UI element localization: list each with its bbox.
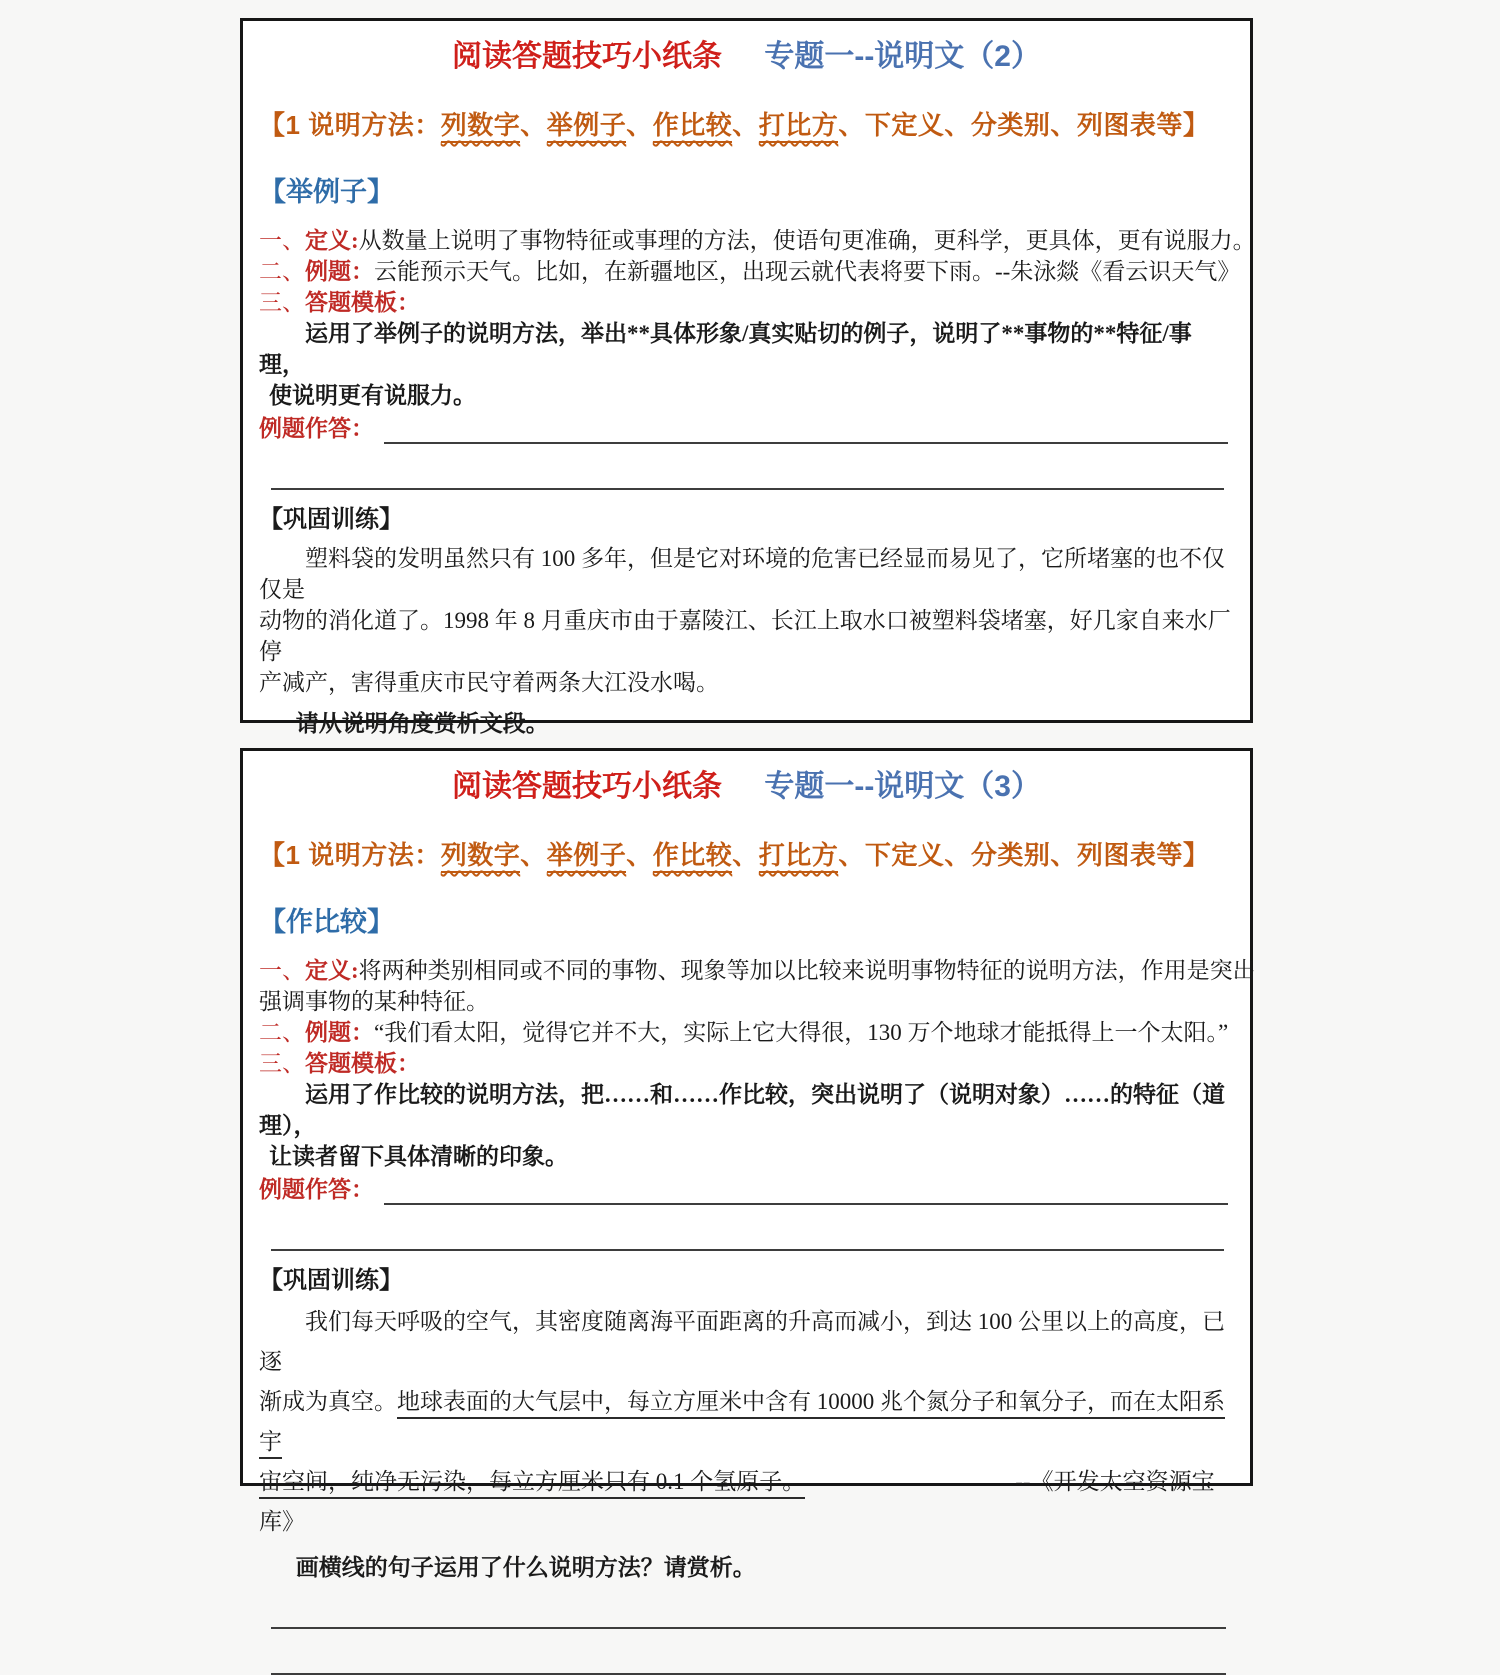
answer-entry-row [259,413,1234,444]
item-number: 一、 [259,228,305,253]
passage-line: 动物的消化道了。1998 年 8 月重庆市由于嘉陵江、长江上取水口被塑料袋堵塞，好几家自来水厂停 [259,608,1231,664]
section-heading-zuobijiao: 【作比较】 [259,907,394,937]
method-zuobijiao: 作比较 [653,840,733,873]
card-body [259,955,1256,1583]
answer-label: 例题作答： [259,1177,374,1202]
card-title-main: 阅读答题技巧小纸条 [451,770,722,803]
definition-row [259,225,1256,256]
answer-template [259,1079,1234,1172]
template-label: 答题模板： [305,290,420,315]
separator: 、 [520,840,547,870]
passage-line [259,1462,1234,1542]
item-number: 一、 [259,958,305,983]
answer-blank-line [271,1583,1226,1629]
card-title-topic: 专题一--说明文（2） [764,40,1041,73]
example-row [259,1017,1234,1048]
definition-label: 定义: [305,228,359,253]
bracket-close: 】 [1182,110,1210,140]
separator: 、 [732,840,759,870]
card-title [259,39,1234,75]
worksheet-card-shuomingwen-3 [240,748,1256,1580]
methods-intro: 1 说明方法： [285,840,441,870]
methods-rest: 下定义、分类别、列图表等 [864,840,1183,870]
separator: 、 [626,110,653,140]
template-label-row [259,287,1234,318]
definition-row [259,955,1256,986]
training-heading: 【巩固训练】 [259,1267,403,1294]
separator: 、 [732,110,759,140]
template-line: 让读者留下具体清晰的印象。 [269,1144,568,1169]
method-lieshuzi: 列数字 [441,110,521,143]
definition-text: 强调事物的某种特征。 [259,989,489,1014]
separator: 、 [626,840,653,870]
methods-rest: 下定义、分类别、列图表等 [864,110,1183,140]
example-label: 例题： [305,1020,374,1045]
training-passage [259,1302,1234,1542]
item-number: 二、 [259,259,305,284]
passage-source: --《开发太空资源宝库》 [259,1469,1215,1534]
item-number: 三、 [259,1051,305,1076]
method-julizi: 举例子 [547,110,627,143]
worksheet-card-shuomingwen-2 [240,18,1256,736]
item-number: 三、 [259,290,305,315]
definition-text: 从数量上说明了事物特征或事理的方法，使语句更准确，更科学，更具体，更有说服力。 [358,228,1256,253]
example-text: 云能预示天气。比如，在新疆地区，出现云就代表将要下雨。--朱泳燚《看云识天气》 [374,259,1241,284]
template-line: 使说明更有说服力。 [269,383,476,408]
training-heading: 【巩固训练】 [259,506,403,533]
example-text: “我们看太阳，觉得它并不大，实际上它大得很，130 万个地球才能抵得上一个太阳。” [374,1020,1229,1045]
passage-line: 产减产，害得重庆市民守着两条大江没水喝。 [259,670,719,695]
passage-text: 渐成为真空。 [259,1389,397,1414]
methods-intro: 1 说明方法： [285,110,441,140]
card-title-main: 阅读答题技巧小纸条 [451,40,722,73]
bracket-open: 【 [259,840,286,870]
section-heading-julizi: 【举例子】 [259,177,394,207]
answer-blank-line [384,1180,1228,1205]
methods-line [259,835,1234,872]
underlined-sentence: 宙空间，纯净无污染，每立方厘米只有 0.1 个氢原子。 [259,1469,805,1499]
answer-blank-line [271,488,1224,490]
item-number: 二、 [259,1020,305,1045]
answer-blank-line [271,1249,1224,1251]
definition-row-continued [259,986,1234,1017]
method-lieshuzi: 列数字 [441,840,521,873]
methods-line [259,105,1234,142]
training-question: 画横线的句子运用了什么说明方法？请赏析。 [295,1555,756,1580]
method-dabifang: 打比方 [759,110,839,143]
passage-line [259,1382,1234,1462]
answer-label: 例题作答： [259,416,374,441]
training-passage [259,543,1234,698]
answer-blank-line [384,419,1228,444]
card-title-topic: 专题一--说明文（3） [764,770,1041,803]
template-line: 运用了举例子的说明方法，举出**具体形象/真实贴切的例子，说明了**事物的**特征/事理， [259,321,1192,377]
template-label-row [259,1048,1234,1079]
passage-line: 我们每天呼吸的空气，其密度随离海平面距离的升高而减小，到达 100 公里以上的高度，已逐 [259,1309,1225,1374]
template-line: 运用了作比较的说明方法，把……和……作比较，突出说明了（说明对象）……的特征（道理）， [259,1082,1225,1138]
answer-template [259,318,1234,411]
method-zuobijiao: 作比较 [653,110,733,143]
separator: 、 [838,110,865,140]
card-body [259,225,1256,739]
answer-blank-line [271,1629,1226,1675]
definition-label: 定义: [305,958,359,983]
passage-line: 塑料袋的发明虽然只有 100 多年，但是它对环境的危害已经显而易见了，它所堵塞的也不仅仅是 [259,546,1225,602]
separator: 、 [520,110,547,140]
card-title [259,769,1234,805]
example-row [259,256,1241,287]
method-julizi: 举例子 [547,840,627,873]
template-label: 答题模板： [305,1051,420,1076]
separator: 、 [838,840,865,870]
definition-text: 将两种类别相同或不同的事物、现象等加以比较来说明事物特征的说明方法，作用是突出 [358,958,1256,983]
underlined-sentence: 地球表面的大气层中，每立方厘米中含有 10000 兆个氮分子和氧分子，而在太阳系宇 [259,1389,1225,1459]
example-label: 例题： [305,259,374,284]
method-dabifang: 打比方 [759,840,839,873]
training-question: 请从说明角度赏析文段。 [295,711,549,736]
answer-entry-row [259,1174,1234,1205]
answer-lines-group [259,1583,1234,1675]
bracket-open: 【 [259,110,286,140]
bracket-close: 】 [1182,840,1210,870]
